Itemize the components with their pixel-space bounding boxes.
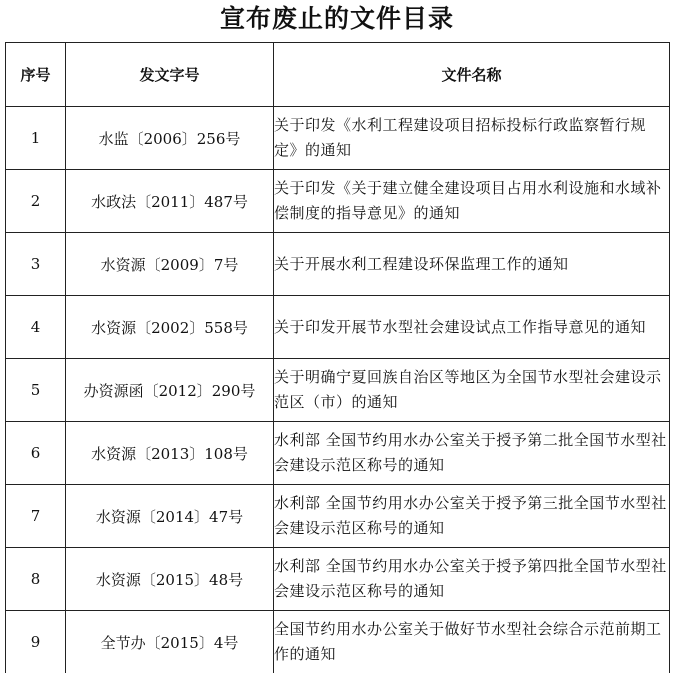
cell-serial-number: 2 [6,170,66,233]
cell-document-code: 水资源〔2013〕108号 [66,422,274,485]
cell-document-name: 水利部 全国节约用水办公室关于授予第二批全国节水型社会建设示范区称号的通知 [274,422,670,485]
cell-document-code: 水资源〔2014〕47号 [66,485,274,548]
cell-document-name: 关于印发开展节水型社会建设试点工作指导意见的通知 [274,296,670,359]
document-table [5,42,670,673]
cell-serial-number: 4 [6,296,66,359]
cell-document-name: 水利部 全国节约用水办公室关于授予第三批全国节水型社会建设示范区称号的通知 [274,485,670,548]
cell-document-name: 关于印发《关于建立健全建设项目占用水利设施和水域补偿制度的指导意见》的通知 [274,170,670,233]
cell-serial-number: 5 [6,359,66,422]
cell-serial-number: 3 [6,233,66,296]
cell-document-code: 全节办〔2015〕4号 [66,611,274,674]
cell-document-code: 水资源〔2009〕7号 [66,233,274,296]
cell-document-code: 水政法〔2011〕487号 [66,170,274,233]
cell-document-name: 关于开展水利工程建设环保监理工作的通知 [274,233,670,296]
table-row [6,422,670,485]
table-row [6,359,670,422]
page-title: 宣布废止的文件目录 [219,4,454,33]
cell-document-code: 水资源〔2015〕48号 [66,548,274,611]
cell-serial-number: 7 [6,485,66,548]
cell-serial-number: 1 [6,107,66,170]
cell-document-name: 关于明确宁夏回族自治区等地区为全国节水型社会建设示范区（市）的通知 [274,359,670,422]
table-row [6,548,670,611]
cell-document-name: 关于印发《水利工程建设项目招标投标行政监察暂行规定》的通知 [274,107,670,170]
table-row [6,233,670,296]
table-row [6,485,670,548]
cell-document-code: 办资源函〔2012〕290号 [66,359,274,422]
cell-serial-number: 9 [6,611,66,674]
cell-serial-number: 6 [6,422,66,485]
table-row [6,170,670,233]
table-header-row [6,43,670,107]
cell-serial-number: 8 [6,548,66,611]
cell-document-name: 水利部 全国节约用水办公室关于授予第四批全国节水型社会建设示范区称号的通知 [274,548,670,611]
table-row [6,611,670,674]
cell-document-name: 全国节约用水办公室关于做好节水型社会综合示范前期工作的通知 [274,611,670,674]
cell-document-code: 水资源〔2002〕558号 [66,296,274,359]
header-serial-number: 序号 [6,43,66,107]
cell-document-code: 水监〔2006〕256号 [66,107,274,170]
table-row [6,107,670,170]
header-document-code: 发文字号 [66,43,274,107]
header-document-name: 文件名称 [274,43,670,107]
table-row [6,296,670,359]
